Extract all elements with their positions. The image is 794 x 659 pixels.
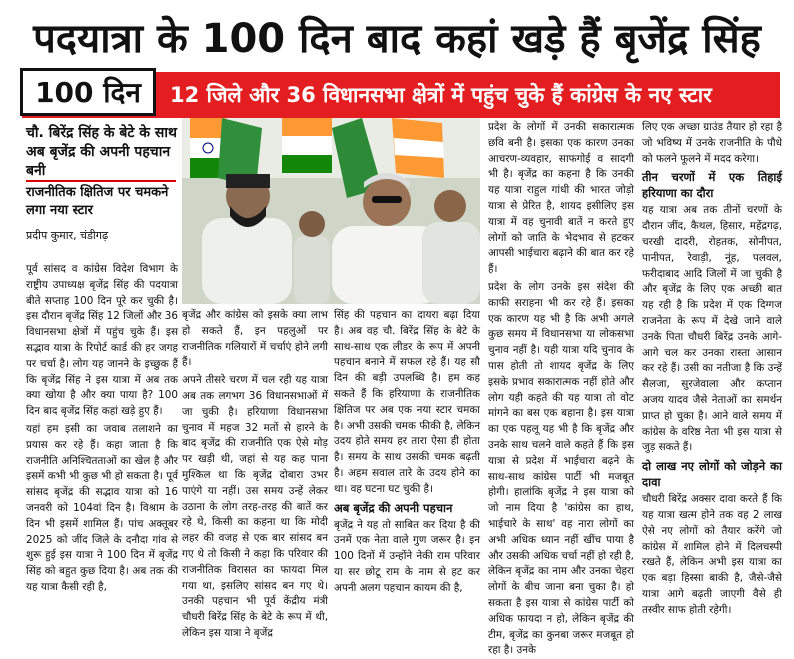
article-column-1 <box>26 262 179 593</box>
article-column-5 <box>642 120 782 616</box>
article-column-2 <box>182 308 328 639</box>
paragraph: प्रदेश के लोग उनके इस संदेश की काफी सराहना भी कर रहे हैं। इसका एक कारण यह भी है कि अभी अगले कुछ समय में विधानसभा या लोकसभा चुनाव नहीं है। यही यात्रा यदि चुनाव के पास होती तो शायद बृजेंद्र के लिए इसके प्रभाव सकारात्मक नहीं होते और लोग यही कहते की यह यात्रा तो वोट मांगने का बस एक बहाना है। इस यात्रा का एक पहलू यह भी है कि बृजेंद्र और उनके साथ चलने वाले कहते हैं कि इस यात्रा से प्रदेश में भाईचारा बढ़ने के साथ-साथ कांग्रेस पार्टी भी मजबूत होगी। हालांकि बृजेंद्र ने इस यात्रा को जो नाम दिया है 'कांग्रेस का हाथ, भाईचारे के साथ' वह नारा लोगों का अभी अधिक ध्यान नहीं खींच पाया है और उसकी अधिक चर्चा नहीं हो रही है, लेकिन बृजेंद्र का नाम और उनका चेहरा लोगों के बीच जाना बना चुका है। हो सकता है इस यात्रा से कांग्रेस पार्टी को अधिक फायदा न हो, लेकिन बृजेंद्र की टीम, बृजेंद्र का कुनबा जरूर मजबूत हो रहा है। उनके <box>488 280 634 657</box>
paragraph: अपने तीसरे चरण में चल रही यह यात्रा अब तक लगभग 36 विधानसभाओं में जा चुकी है। हरियाणा विधानसभा चुनाव में महज 32 मतों से हारने के बाद बृजेंद्र की राजनीति एक ऐसे मोड़ पर खड़ी थी, जहां से यह कह पाना मुश्किल था कि बृजेंद्र दोबारा उभर पाएंगे या नहीं। उस समय उन्हें लेकर उठाना के लोग तरह-तरह की बातें कर रहे थे, किसी का कहना था कि मोदी लहर की वजह से एक बार सांसद बन गए थे तो किसी ने कहा कि परिवार की राजनीतिक विरासत का फायदा मिल गया था, इसलिए सांसद बन गए थे। उनकी पहचान भी पूर्व केंद्रीय मंत्री चौधरी बिरेंद्र सिंह के बेटे के रूप में थी, लेकिन इस यात्रा ने बृजेंद्र <box>182 374 328 639</box>
subheading-identity: चौ. बिरेंद्र सिंह के बेटे के साथ अब बृजेंद्र की अपनी पहचान बनी <box>26 125 177 179</box>
paragraph: लिए एक अच्छा ग्राउंड तैयार हो रहा है जो भविष्य में उनके राजनीति के पौधे को फलने फूलने में मदद करेगा। <box>642 121 782 165</box>
section-heading: दो लाख नए लोगों को जोड़ने का दावा <box>642 459 782 490</box>
paragraph: पूर्व सांसद व कांग्रेस विदेश विभाग के राष्ट्रीय उपाध्यक्ष बृजेंद्र सिंह की पदयात्रा बीते सप्ताह 100 दिन पूरे कर चुकी है। इस दौरान बृजेंद्र सिंह 12 जिलों और 36 विधानसभा क्षेत्रों में पहुंच चुके हैं। इस सद्भाव यात्रा के रिपोर्ट कार्ड की हर जगह पर चर्चा है। लोग यह जानने के इच्छुक हैं कि बृजेंद्र सिंह ने इस यात्रा में अब तक क्या खोया है और क्या पाया है? 100 दिन बाद बृजेंद्र सिंह कहां खड़े हुए हैं। <box>26 263 179 418</box>
paragraph: सिंह की पहचान का दायरा बढ़ा दिया है। अब वह चौ. बिरेंद्र सिंह के बेटे के साथ-साथ एक लीडर के रूप में अपनी पहचान बनाने में सफल रहे हैं। यह सौ दिन की बड़ी उपलब्धि है। हम कह सकते हैं कि हरियाणा के राजनीतिक क्षितिज पर अब एक नया स्टार चमका है। अभी उसकी चमक फीकी है, लेकिन उदय होते समय हर तारा ऐसा ही होता है। समय के साथ उसकी चमक बढ़ती है। अहम सवाल तारे के उदय होने का था। वह घटना घट चुकी है। <box>334 309 480 495</box>
divider <box>26 180 176 182</box>
paragraph: चौधरी बिरेंद्र अक्सर दावा करते हैं कि यह यात्रा खत्म होने तक वह 2 लाख ऐसे नए लोगों को तैयार करेंगे जो कांग्रेस में शामिल होने में दिलचस्पी रखते हैं, लेकिन अभी इस यात्रा का एक बड़ा हिस्सा बाकी है, जैसे-जैसे यात्रा आगे बढ़ती जाएगी वैसे ही तस्वीर साफ होती रहेगी। <box>642 493 782 616</box>
banner-badge: 100 दिन <box>20 68 156 116</box>
banner-text: 12 जिले और 36 विधानसभा क्षेत्रों में पहुंच चुके हैं कांग्रेस के नए स्टार <box>170 83 712 107</box>
banner <box>22 72 780 118</box>
headline: पदयात्रा के 100 दिन बाद कहां खड़े हैं बृजेंद्र सिंह <box>33 15 761 62</box>
rally-photo-illustration <box>182 118 480 304</box>
paragraph: यह यात्रा अब तक तीनों चरणों के दौरान जींद, कैथल, हिसार, महेंद्रगढ़, चरखी दादरी, रोहतक, सोनीपत, पानीपत, रेवाड़ी, नूंह, पलवल, फरीदाबाद आदि जिलों में जा चुकी है और बृजेंद्र के लिए एक अच्छी बात यह रही है कि प्रदेश में एक दिग्गज राजनेता के रूप में देखे जाने वाले उनके पिता चौधरी बिरेंद्र उनके आगे-आगे चल कर उनका रास्ता आसान कर रहे हैं। उसी का नतीजा है कि उन्हें सैलजा, सुरजेवाला और कप्तान अजय यादव जैसे नेताओं का समर्थन प्राप्त हो चुका है। आने वाले समय में कांग्रेस के वरिष्ठ नेता भी इस यात्रा से जुड़ सकते हैं। <box>642 204 782 454</box>
paragraph: प्रदेश के लोगों में उनकी सकारात्मक छवि बनी है। इसका एक कारण उनका आचरण-व्यवहार, साफगोई व सादगी भी है। बृजेंद्र का कहना है कि उनकी यह यात्रा राहुल गांधी की भारत जोड़ो यात्रा से प्रेरित है, शायद इसीलिए इस यात्रा में वह चुनावी बातें न करते हुए लोगों को जाति के भेदभाव से हटकर आपसी भाईचारा बढ़ाने की बात कर रहे हैं। <box>488 121 634 276</box>
paragraph: बृजेंद्र ने यह तो साबित कर दिया है की उनमें एक नेता वाले गुण जरूर है। इन 100 दिनों में उन्होंने नेकी राम परिवार या सर छोटू राम के नाम से हट कर अपनी अलग पहचान कायम की है, <box>334 518 480 594</box>
section-heading: तीन चरणों में एक तिहाई हरियाणा का दौरा <box>642 170 782 201</box>
paragraph: बृजेंद्र और कांग्रेस को इसके क्या लाभ हो सकते हैं, इन पहलुओं पर राजनीतिक गलियारों में चर्चाएं होने लगी हैं। <box>182 309 328 369</box>
rally-photo <box>182 118 480 304</box>
paragraph: यहां हम इसी का जवाब तलाशने का प्रयास कर रहे हैं। कहा जाता है कि राजनीति अनिश्चितताओं का खेल है और इसमें कभी भी कुछ भी हो सकता है। पूर्व सांसद बृजेंद्र की सद्भाव यात्रा को 16 जनवरी को 104वां दिन है। विश्राम के दिन भी इसमें शामिल हैं। पांच अक्तूबर 2025 को जींद जिले के दनौदा गांव से शुरू हुई इस यात्रा ने 100 दिन में बृजेंद्र सिंह को बहुत कुछ दिया है। अब तक की यह यात्रा कैसी रही है, <box>26 422 178 593</box>
section-heading: अब बृजेंद्र की अपनी पहचान <box>334 500 453 515</box>
article-column-4 <box>488 120 634 657</box>
byline: प्रदीप कुमार, चंडीगढ़ <box>26 229 109 242</box>
subheading-new-star: राजनीतिक क्षितिज पर चमकने लगा नया स्टार <box>26 185 169 218</box>
article-column-3 <box>334 308 480 594</box>
